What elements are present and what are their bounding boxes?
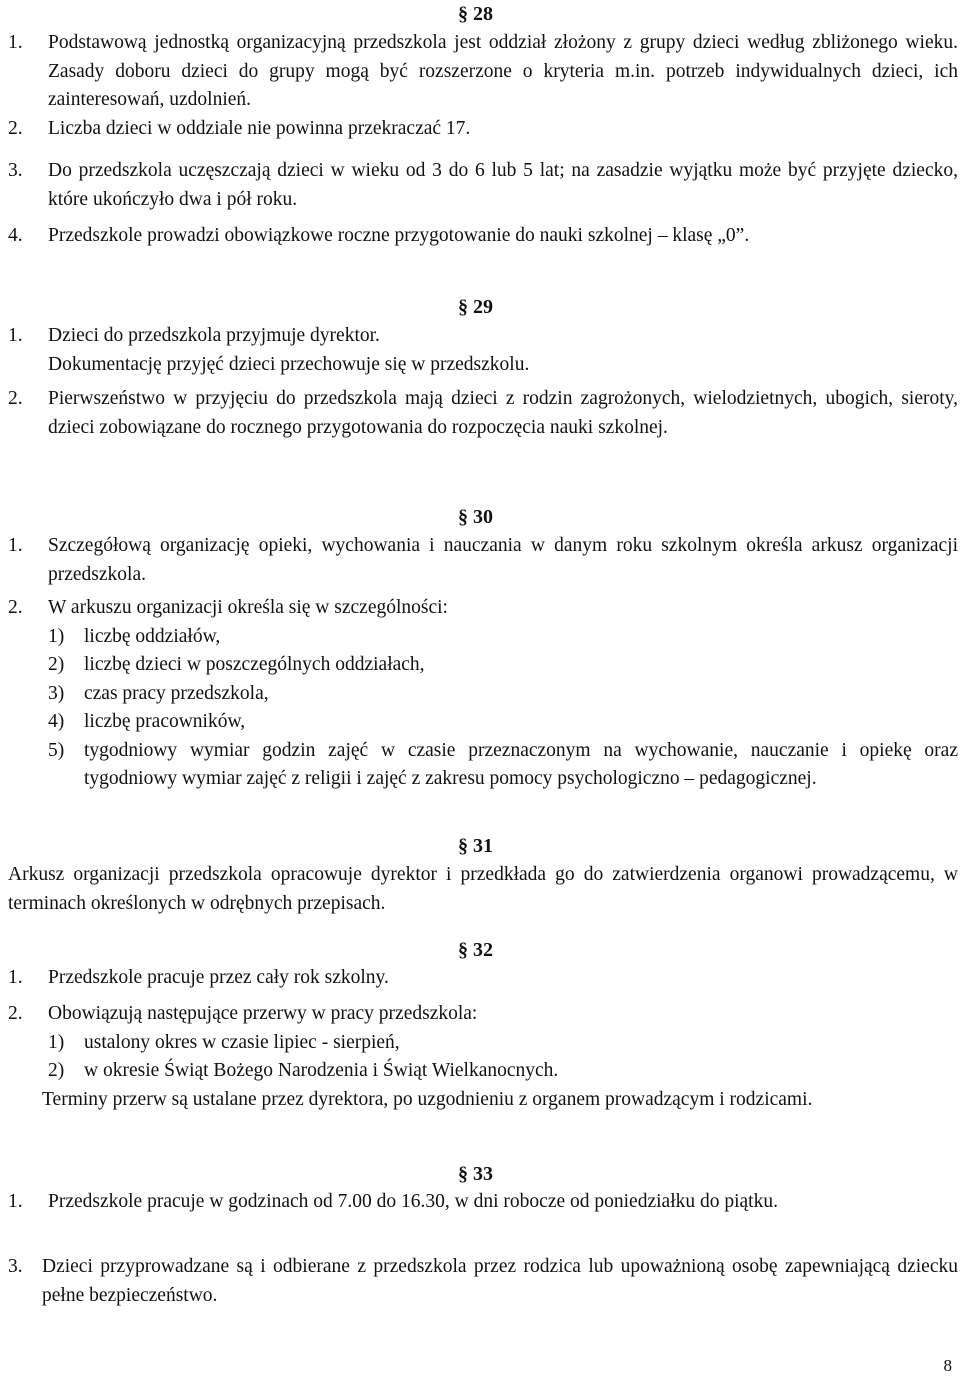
sub-list-item	[8, 1029, 958, 1058]
sub-item-text: czas pracy przedszkola,	[84, 682, 269, 704]
section-note: Terminy przerw są ustalane przez dyrektora, po uzgodnieniu z organem prowadzącym i rodzicami.	[42, 1088, 813, 1110]
item-number: 3.	[8, 1256, 23, 1277]
sub-item-number: 2)	[48, 654, 65, 675]
sub-item-number: 2)	[48, 1060, 65, 1081]
section-28-item-2	[8, 115, 958, 144]
item-text: Przedszkole pracuje przez cały rok szkolny.	[48, 967, 389, 988]
item-number: 4.	[8, 225, 23, 246]
section-28	[8, 29, 958, 115]
item-text: Przedszkole prowadzi obowiązkowe roczne przygotowanie do nauki szkolnej – klasę „0”.	[48, 225, 750, 246]
section-31	[8, 861, 958, 918]
section-30-item-1	[8, 532, 958, 589]
list-item	[8, 1253, 958, 1310]
item-text: Szczegółową organizację opieki, wychowania i nauczania w danym roku szkolnym określa arkusz organizacji przedszkola.	[48, 535, 958, 585]
sub-item-number: 1)	[48, 625, 65, 647]
section-heading-33: § 33	[458, 1163, 493, 1185]
item-number: 1.	[8, 32, 23, 53]
sub-item-number: 4)	[48, 711, 65, 732]
list-item	[8, 964, 958, 993]
item-text: Pierwszeństwo w przyjęciu do przedszkola mają dzieci z rodzin zagrożonych, wielodzietnych, ubogich, sieroty, dzieci zobowiązane do rocznego przygotowania do rozpoczęcia nauki szkolnej.	[48, 388, 958, 438]
section-29-item-2	[8, 385, 958, 442]
item-text: Dzieci do przedszkola przyjmuje dyrektor.	[48, 325, 380, 346]
section-heading-30: § 30	[458, 506, 493, 528]
item-number: 2.	[8, 118, 23, 139]
list-item	[8, 322, 958, 379]
list-item	[8, 594, 958, 623]
sub-list-item	[8, 737, 958, 794]
section-29-item-1	[8, 322, 958, 379]
list-item	[8, 385, 958, 442]
section-heading-29: § 29	[458, 296, 493, 318]
item-text: W arkuszu organizacji określa się w szczególności:	[48, 597, 448, 618]
list-item	[8, 29, 958, 115]
list-item	[8, 1188, 958, 1217]
item-text: Podstawową jednostką organizacyjną przedszkola jest oddział złożony z grupy dzieci według zbliżonego wieku. Zasady doboru dzieci do grupy mogą być rozszerzone o kryteria m.in. potrzeb indywidualnych dzieci, ich zainteresowań, uzdolnień.	[48, 32, 958, 110]
item-number: 1.	[8, 535, 23, 556]
section-heading-32: § 32	[458, 939, 493, 961]
item-extra-text: Dokumentację przyjęć dzieci przechowuje się w przedszkolu.	[48, 353, 530, 375]
section-32-item-2	[8, 1000, 958, 1114]
item-number: 1.	[8, 325, 23, 346]
section-32-item-1	[8, 964, 958, 993]
item-text: Przedszkole pracuje w godzinach od 7.00 do 16.30, w dni robocze od poniedziałku do piątku.	[48, 1191, 778, 1212]
sub-list-item	[8, 708, 958, 737]
item-text: Obowiązują następujące przerwy w pracy przedszkola:	[48, 1003, 478, 1024]
list-item	[8, 1000, 958, 1029]
section-33-item-3	[8, 1253, 958, 1310]
sub-item-number: 5)	[48, 739, 65, 761]
sub-item-text: ustalony okres w czasie lipiec - sierpień,	[84, 1031, 400, 1053]
section-30-item-2	[8, 594, 958, 794]
item-number: 2.	[8, 1003, 23, 1024]
sub-item-number: 1)	[48, 1031, 65, 1053]
list-item	[8, 157, 958, 214]
section-heading-28: § 28	[458, 3, 493, 25]
item-number: 3.	[8, 160, 23, 181]
list-item	[8, 222, 958, 251]
item-text: Liczba dzieci w oddziale nie powinna przekraczać 17.	[48, 118, 471, 139]
sub-list-item	[8, 651, 958, 680]
sub-list-item	[8, 623, 958, 652]
sub-list-item	[8, 680, 958, 709]
sub-item-text: liczbę pracowników,	[84, 711, 246, 732]
item-number: 2.	[8, 388, 23, 409]
sub-item-number: 3)	[48, 682, 65, 704]
sub-item-text: tygodniowy wymiar godzin zajęć w czasie przeznaczonym na wychowanie, nauczanie i opiekę oraz tygodniowy wymiar zajęć z religii i zajęć z zakresu pomocy psychologiczno – pedagogicznej.	[84, 739, 958, 789]
item-number: 2.	[8, 597, 23, 618]
list-item	[8, 115, 958, 144]
sub-item-text: liczbę dzieci w poszczególnych oddziałach,	[84, 654, 425, 675]
section-33-item-1	[8, 1188, 958, 1217]
list-item	[8, 532, 958, 589]
item-number: 1.	[8, 1191, 23, 1212]
section-28-item-4	[8, 222, 958, 251]
section-heading-31: § 31	[458, 835, 493, 857]
page-number: 8	[943, 1355, 952, 1375]
item-number: 1.	[8, 967, 23, 988]
item-text: Dzieci przyprowadzane są i odbierane z przedszkola przez rodzica lub upoważnioną osobę zapewniającą dziecku pełne bezpieczeństwo.	[42, 1256, 958, 1306]
section-28-item-3	[8, 157, 958, 214]
item-text: Do przedszkola uczęszczają dzieci w wieku od 3 do 6 lub 5 lat; na zasadzie wyjątku może być przyjęte dziecko, które ukończyło dwa i pół roku.	[48, 160, 958, 210]
sub-item-text: liczbę oddziałów,	[84, 625, 221, 647]
sub-list-item	[8, 1057, 958, 1086]
sub-item-text: w okresie Świąt Bożego Narodzenia i Świąt Wielkanocnych.	[84, 1060, 559, 1081]
section-paragraph: Arkusz organizacji przedszkola opracowuje dyrektor i przedkłada go do zatwierdzenia organowi prowadzącemu, w terminach określonych w odrębnych przepisach.	[8, 864, 958, 914]
